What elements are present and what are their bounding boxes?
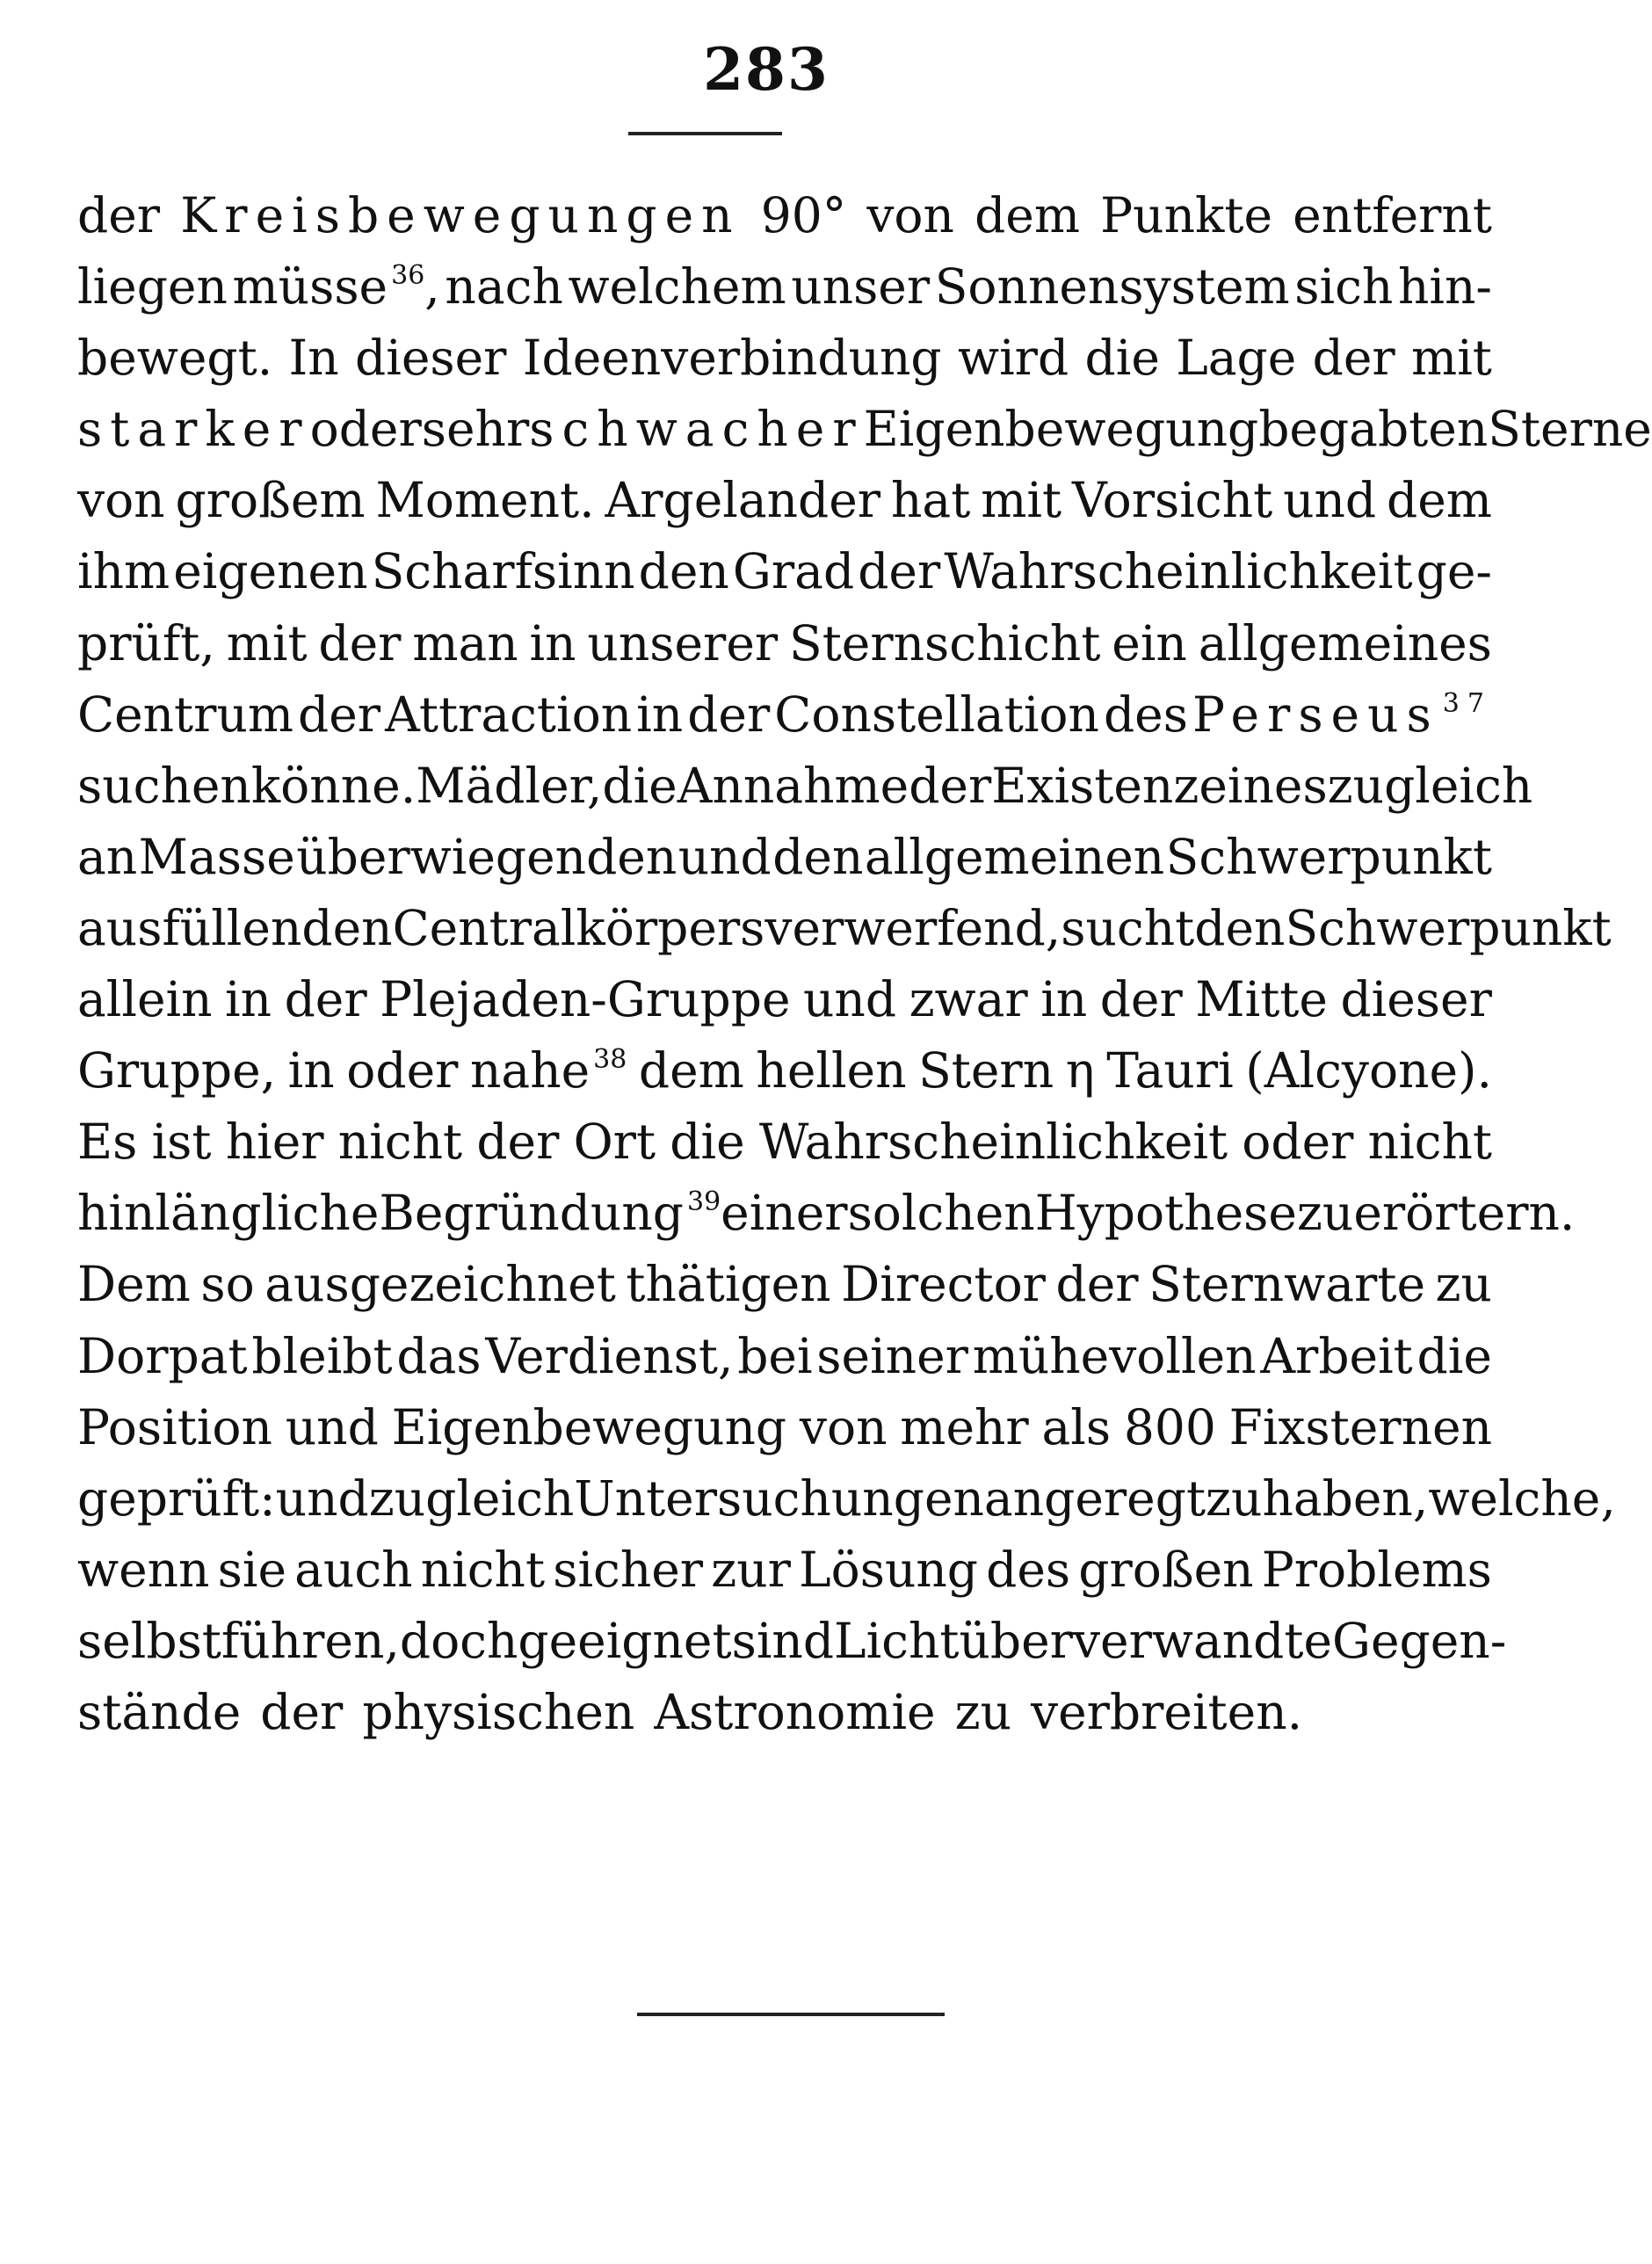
word: zugleich [1327,757,1533,814]
word: allgemeines [1198,614,1492,671]
word: in [636,686,684,743]
word: Masse [138,828,295,885]
word: suchen [77,757,251,814]
word: Director [841,1256,1046,1313]
word: das [396,1327,482,1384]
word: 800 [1123,1398,1216,1455]
text-line [77,1677,1492,1748]
text-line [77,1178,1576,1249]
word: Constellation [774,686,1099,743]
word: Wahrscheinlichkeit [944,543,1413,600]
word: Centrum [77,686,294,743]
text-line [77,251,1492,323]
word: großem [175,472,366,529]
word: sind [731,1612,835,1669]
word: Argelander [605,472,881,529]
word: verwerfend, [764,899,1061,956]
word: überwiegenden [296,828,677,885]
word: Eigenbewegung [863,401,1259,458]
word: haben, [1262,1469,1429,1527]
word: allein [77,971,213,1028]
word: die [1084,330,1160,387]
word: Mitte [1195,971,1328,1028]
word: Position [77,1398,272,1455]
word: Ideenverbindung [522,330,942,387]
word: Moment. [375,472,595,529]
word: geeignet [518,1612,732,1669]
word: der [298,686,381,743]
word: Annahme [677,757,909,814]
word: Fixsternen [1228,1398,1492,1455]
word: in [529,614,576,671]
text-line [77,1535,1492,1606]
word: Schwerpunkt [1165,828,1492,885]
word: Arbeit [1260,1327,1413,1384]
word: in [1040,971,1088,1028]
word: mit [1411,330,1492,387]
word: Sternwarte [1148,1256,1425,1313]
word: bleibt [251,1327,393,1384]
text-line [77,536,1492,607]
word: doch [399,1612,518,1669]
word: über [959,1612,1073,1669]
word: dem [638,1042,744,1099]
text-line [77,180,1492,251]
word: seiner [816,1327,968,1384]
word: mühevollen [972,1327,1257,1384]
word: oder [346,1042,459,1099]
word: Verdienst, [485,1327,734,1384]
word: ausgezeichnet [264,1256,616,1313]
word: hin- [1397,258,1492,316]
word: entfernt [1293,187,1492,243]
word: Scharfsinn [371,543,635,600]
word: Problems [1261,1541,1492,1598]
word: und [275,1469,369,1527]
word: die [602,757,677,814]
word: mehr [900,1398,1029,1455]
word: zu [954,1683,1011,1740]
word: hat [891,472,971,529]
word: ihm [77,543,170,600]
word: welchem [568,258,786,316]
word: mit [981,472,1062,529]
footnote-mark: 39 [686,1186,721,1218]
word: der [260,1683,344,1740]
word: müsse $^{36}$, [232,258,440,316]
word: starker [77,401,310,458]
word: sehr [421,401,530,458]
word: Perseus $^{37}$ [1192,686,1492,743]
footnote-mark: 37 [1442,687,1492,719]
word: Sonnensystem [934,258,1290,316]
word: Mädler, [416,757,603,814]
word: Centralkörpers [392,899,765,956]
word: Dem [77,1256,191,1313]
word: ge- [1416,543,1492,600]
word: zur [711,1541,791,1598]
word: großen [1078,1541,1254,1598]
word: Sternschicht [789,614,1101,671]
word: der [1312,330,1395,387]
word: solchen [847,1185,1035,1242]
word: begabten [1258,401,1489,458]
word: ausfüllenden [77,899,393,956]
word: geprüft: [77,1469,276,1527]
word: dem [975,187,1081,243]
word: führen, [221,1612,400,1669]
word: dieser [1340,971,1492,1028]
word: an [77,828,138,885]
word: sich [1294,258,1394,316]
footnote-mark: 38 [593,1044,627,1076]
word: der [318,614,402,671]
word: welche, [1428,1469,1616,1527]
word: dem [1387,472,1492,529]
word: selbst [77,1612,221,1669]
word: und [1283,472,1377,529]
word: Attraction [385,686,633,743]
word: oder [1242,1114,1354,1171]
word: der [476,1114,560,1171]
word: Lage [1176,330,1297,387]
text-line [77,1107,1492,1178]
word: zu [1206,1469,1263,1527]
word: Lösung [799,1541,979,1598]
word: Gruppe, [77,1042,277,1099]
word: nach [445,258,563,316]
text-line [77,323,1492,394]
word: In [288,330,339,387]
word: so [200,1256,255,1313]
word: Dorpat [77,1327,248,1384]
word: wenn [77,1541,210,1598]
word: dieser [355,330,507,387]
word: des [1103,686,1188,743]
word: stände [77,1683,242,1740]
word: einer [721,1185,848,1242]
word: Gegen- [1332,1612,1507,1669]
word: auch [294,1541,413,1598]
word: wird [958,330,1069,387]
word: Es [77,1114,138,1171]
footer-rule [637,2013,945,2016]
word: 90° [760,187,847,243]
footnote-mark: 36 [391,260,425,292]
word: Grad [732,543,855,600]
word: die [670,1114,745,1171]
word: (Alcyone). [1245,1042,1492,1099]
word: erörtern. [1353,1185,1576,1242]
body-text [77,180,1652,1748]
word: schwacher [529,401,864,458]
word: und [803,971,897,1028]
word: bewegt. [77,330,273,387]
text-line [77,893,1612,964]
word: nicht [337,1114,463,1171]
word: mit [226,614,308,671]
word: bei [737,1327,813,1384]
word: von [866,187,954,243]
word: nicht [420,1541,546,1598]
word: eigenen [173,543,368,600]
text-line [77,1035,1492,1107]
word: physischen [362,1683,635,1740]
word: in [225,971,272,1028]
word: liegen [77,258,228,316]
word: thätigen [626,1256,831,1313]
word: Astronomie [654,1683,936,1740]
word: hinlängliche [77,1185,380,1242]
header-rule [628,132,782,135]
word: hier [225,1114,324,1171]
word: des [986,1541,1071,1598]
word: verwandte [1072,1612,1333,1669]
word: und [677,828,772,885]
word: sucht [1061,899,1195,956]
word: hellen [756,1042,907,1099]
word: Existenz [991,757,1199,814]
word: und [285,1398,379,1455]
text-line [77,964,1492,1035]
word: Untersuchungen [574,1469,984,1527]
word: in [287,1042,335,1099]
word: Begründung $^{39}$ [379,1185,721,1242]
word: der [687,686,771,743]
word: angeregt [983,1469,1206,1527]
word: nicht [1367,1114,1492,1171]
word: Ort [573,1114,656,1171]
text-line [77,1606,1507,1677]
word: der [909,757,992,814]
text-line [77,679,1492,751]
word: von [799,1398,888,1455]
word: zwar [909,971,1028,1028]
word: Sterne [1488,401,1652,458]
word: der [77,187,161,243]
text-line [77,1321,1492,1392]
word: nahe $^{38}$ [469,1042,627,1099]
word: Tauri [1106,1042,1234,1099]
word: den [1194,899,1286,956]
word: der [858,543,941,600]
word: von [77,472,165,529]
word: eines [1199,757,1328,814]
word: der [284,971,367,1028]
word: oder [309,401,422,458]
word: allgemeinen [864,828,1165,885]
word: η [1065,1042,1095,1099]
word: der [1055,1256,1139,1313]
word: zugleich [368,1469,575,1527]
text-line [77,751,1533,822]
word: Plejaden-Gruppe [380,971,791,1028]
word: den [772,828,864,885]
word: Vorsicht [1071,472,1273,529]
word: Schwerpunkt [1285,899,1612,956]
word: ist [151,1114,212,1171]
text-line [77,465,1492,536]
word: könne. [250,757,417,814]
word: verbreiten. [1031,1683,1303,1740]
word: Licht [834,1612,960,1669]
word: Wahrscheinlichkeit [758,1114,1228,1171]
word: sie [217,1541,286,1598]
word: prüft, [77,614,215,671]
text-line [77,394,1652,465]
text-line [77,1463,1616,1535]
text-line [77,1249,1492,1320]
text-line [77,822,1492,893]
word: zu [1435,1256,1492,1313]
word: Stern [918,1042,1054,1099]
word: die [1417,1327,1492,1384]
word: zu [1296,1185,1354,1242]
word: ein [1112,614,1187,671]
word: man [412,614,518,671]
word: als [1041,1398,1112,1455]
word: den [638,543,729,600]
text-line [77,608,1492,679]
text-line [77,1392,1492,1463]
word: unserer [587,614,779,671]
word: der [1099,971,1183,1028]
word: sicher [553,1541,704,1598]
word: Eigenbewegung [391,1398,787,1455]
word: Hypothese [1034,1185,1297,1242]
page-number: 283 [703,35,830,104]
word: Punkte [1100,187,1272,243]
word: unser [791,258,931,316]
word: Kreisbewegungen [180,187,741,243]
